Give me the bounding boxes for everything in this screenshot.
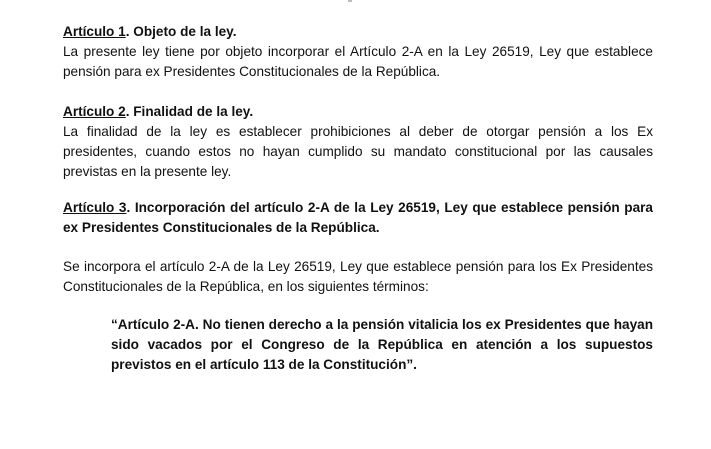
article-1-title: . Objeto de la ley.: [125, 24, 237, 39]
quoted-article-2a: “Artículo 2-A. No tienen derecho a la pensión vitalicia los ex Presidentes que hayan sido vacados por el Congreso de la República en atención a los supuestos previstos en el artículo 113 de la Constitución”.: [111, 317, 653, 372]
article-2: [63, 102, 653, 182]
article-1-body: La presente ley tiene por objeto incorporar el Artículo 2-A en la Ley 26519, Ley que establece pensión para ex Presidentes Constitucionales de la República.: [63, 44, 653, 79]
article-2-title: . Finalidad de la ley.: [125, 104, 254, 119]
article-3-heading: [63, 198, 653, 238]
article-2-body: La finalidad de la ley es establecer prohibiciones al deber de otorgar pensión a los Ex presidentes, cuando estos no hayan cumplido su mandato constitucional por las causales previstas en la presente ley.: [63, 124, 653, 179]
article-1-heading: [63, 22, 653, 42]
article-1: [63, 22, 653, 82]
page-top-mark: [348, 0, 352, 2]
article-3-title: . Incorporación del artículo 2-A de la Ley 26519, Ley que establece pensión para ex Presidentes Constitucionales de la República.: [63, 200, 653, 235]
article-2-number: Artículo 2: [63, 104, 126, 119]
incorporation-paragraph: Se incorpora el artículo 2-A de la Ley 26519, Ley que establece pensión para los Ex Presidentes Constitucionales de la República, en los siguientes términos:: [63, 259, 653, 294]
article-3-number: Artículo 3: [63, 200, 127, 215]
article-1-number: Artículo 1: [63, 24, 126, 39]
article-3: [63, 198, 653, 238]
article-2-heading: [63, 102, 653, 122]
